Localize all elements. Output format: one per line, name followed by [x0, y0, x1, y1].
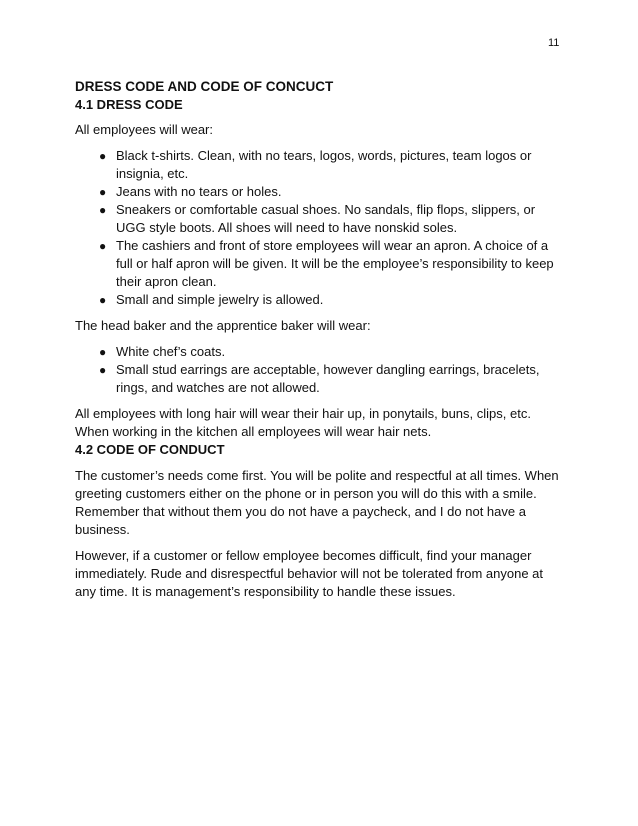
list-item-text: Small and simple jewelry is allowed.	[116, 292, 324, 307]
dress-code-intro: All employees will wear:	[75, 122, 213, 137]
dress-code-list	[75, 147, 567, 309]
bullet-icon: ●	[99, 203, 107, 217]
bullet-icon: ●	[99, 345, 107, 359]
list-item-text: White chef’s coats.	[116, 344, 226, 359]
bullet-icon: ●	[99, 293, 107, 307]
baker-intro: The head baker and the apprentice baker will wear:	[75, 318, 371, 333]
hair-note: All employees with long hair will wear their hair up, in ponytails, buns, clips, etc. When working in the kitchen all employees will wear hair nets.	[75, 406, 531, 439]
section-heading-code-of-conduct: 4.2 CODE OF CONDUCT	[75, 442, 225, 457]
list-item	[75, 291, 567, 309]
list-item	[75, 201, 567, 237]
bullet-icon: ●	[99, 149, 107, 163]
list-item-text: Sneakers or comfortable casual shoes. No sandals, flip flops, slippers, or UGG style boots. All shoes will need to have nonskid soles.	[116, 202, 536, 235]
section-heading-dress-code: 4.1 DRESS CODE	[75, 97, 183, 112]
baker-dress-list	[75, 343, 567, 397]
list-item-text: Black t-shirts. Clean, with no tears, logos, words, pictures, team logos or insignia, etc.	[116, 148, 532, 181]
page-number: 11	[548, 37, 560, 49]
list-item	[75, 183, 567, 201]
list-item	[75, 361, 567, 397]
list-item	[75, 343, 567, 361]
conduct-paragraph-1: The customer’s needs come first. You will be polite and respectful at all times. When greeting customers either on the phone or in person you will do this with a smile. Remember that without them you do not have a paycheck, and I do not have a business.	[75, 468, 559, 537]
bullet-icon: ●	[99, 239, 107, 253]
list-item-text: Small stud earrings are acceptable, however dangling earrings, bracelets, rings, and watches are not allowed.	[116, 362, 540, 395]
list-item	[75, 237, 567, 291]
bullet-icon: ●	[99, 363, 107, 377]
list-item	[75, 147, 567, 183]
document-title: DRESS CODE AND CODE OF CONCUCT	[75, 79, 334, 94]
conduct-paragraph-2: However, if a customer or fellow employee becomes difficult, find your manager immediately. Rude and disrespectful behavior will not be tolerated from anyone at any time. It is management’s responsibility to handle these issues.	[75, 548, 544, 599]
list-item-text: The cashiers and front of store employees will wear an apron. A choice of a full or half apron will be given. It will be the employee’s responsibility to keep their apron clean.	[116, 238, 554, 289]
page-content	[75, 78, 567, 601]
bullet-icon: ●	[99, 185, 107, 199]
list-item-text: Jeans with no tears or holes.	[116, 184, 282, 199]
